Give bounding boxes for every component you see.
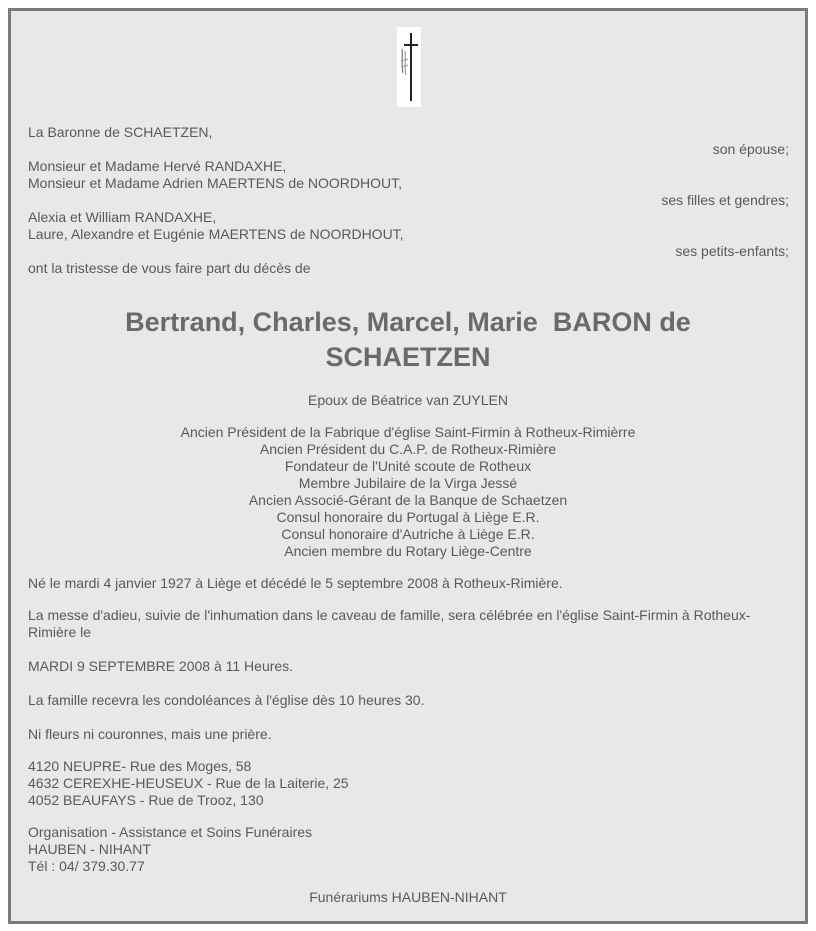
title-line: Membre Jubilaire de la Virga Jessé [298,475,518,491]
deceased-name-line-2: SCHAETZEN [325,342,491,372]
title-line: Ancien Président du C.A.P. de Rotheux-Rimière [259,441,557,457]
condolences-line: La famille recevra les condoléances à l'église dès 10 heures 30. [28,692,425,708]
title-line: Ancien Associé-Gérant de la Banque de Schaetzen [248,492,568,508]
title-line: Consul honoraire du Portugal à Liège E.R. [276,509,540,525]
children-line-1: Monsieur et Madame Hervé RANDAXHE, [28,158,287,174]
address-line: 4632 CEREXHE-HEUSEUX - Rue de la Laiterie, 25 [28,775,349,791]
wife-line: La Baronne de SCHAETZEN, [28,124,213,140]
deceased-name [11,305,805,375]
title-line: Ancien Président de la Fabrique d'église Saint-Firmin à Rotheux-Rimièrre [180,424,636,440]
organisation-line: Organisation - Assistance et Soins Funéraires [28,824,313,840]
grandchildren-role: ses petits-enfants; [675,243,789,259]
cross-icon [397,27,421,107]
children-role: ses filles et gendres; [661,192,789,208]
spouse-line: Epoux de Béatrice van ZUYLEN [308,392,508,408]
children-line-2: Monsieur et Madame Adrien MAERTENS de NOORDHOUT, [28,175,402,191]
funeral-date: MARDI 9 SEPTEMBRE 2008 à 11 Heures. [28,658,294,674]
death-notice-card [8,8,808,924]
deceased-name-line-1: Bertrand, Charles, Marcel, Marie BARON de [125,307,691,337]
address-line: 4120 NEUPRE- Rue des Moges, 58 [28,758,252,774]
footer-line: Funérariums HAUBEN-NIHANT [309,889,507,905]
flowers-line: Ni fleurs ni couronnes, mais une prière. [28,726,272,742]
title-line: Ancien membre du Rotary Liège-Centre [284,543,532,559]
cross-emblem [397,27,421,107]
title-line: Fondateur de l'Unité scoute de Rotheux [284,458,532,474]
intro-line: ont la tristesse de vous faire part du décès de [28,260,311,276]
mass-paragraph: La messe d'adieu, suivie de l'inhumation dans le caveau de famille, sera célébrée en l'église Saint-Firmin à Rotheux-Rimière le [28,607,751,640]
wife-role: son épouse; [712,141,789,157]
organisation-line: HAUBEN - NIHANT [28,841,151,857]
grandchildren-line-2: Laure, Alexandre et Eugénie MAERTENS de NOORDHOUT, [28,226,404,242]
organisation-phone: Tél : 04/ 379.30.77 [28,858,145,874]
grandchildren-line-1: Alexia et William RANDAXHE, [28,209,217,225]
title-line: Consul honoraire d'Autriche à Liège E.R. [281,526,535,542]
address-line: 4052 BEAUFAYS - Rue de Trooz, 130 [28,792,264,808]
birth-death-line: Né le mardi 4 janvier 1927 à Liège et décédé le 5 septembre 2008 à Rotheux-Rimière. [28,575,563,591]
